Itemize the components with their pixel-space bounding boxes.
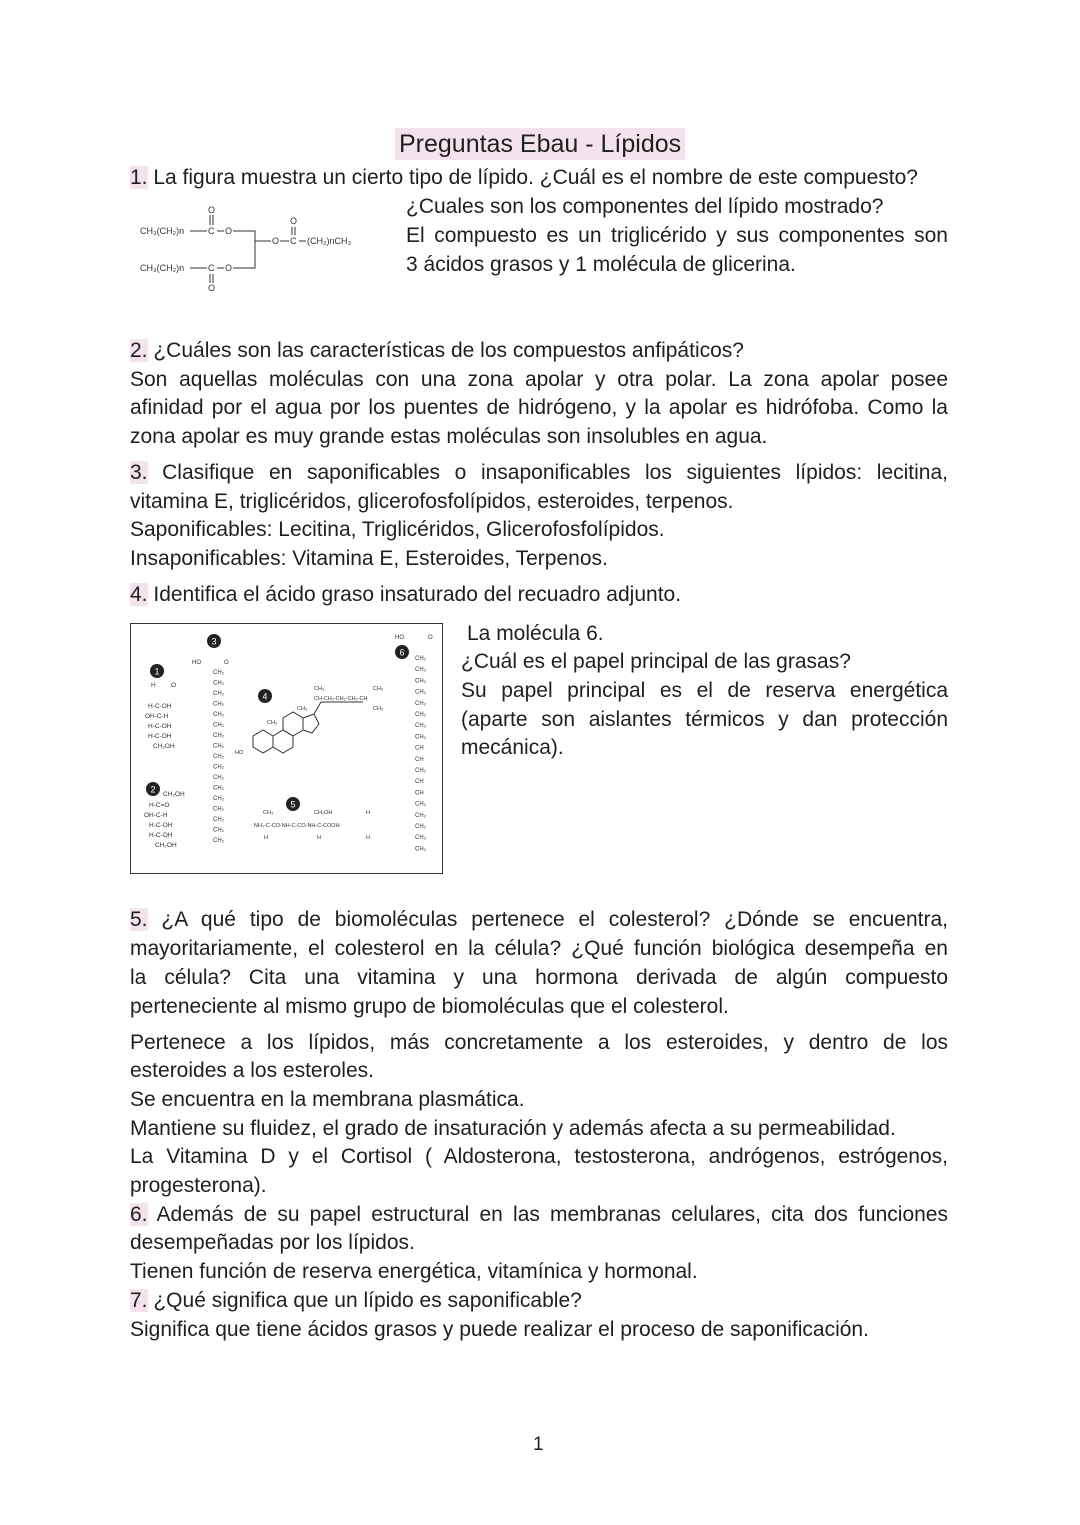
page-number: 1	[533, 1434, 544, 1455]
svg-text:2: 2	[150, 784, 156, 795]
svg-text:CH₂OH: CH₂OH	[163, 791, 185, 798]
molecule-6-unit: CH₂	[415, 734, 426, 741]
molecule-6-chain	[415, 656, 427, 852]
q5-question-line4: perteneciente al mismo grupo de biomoléculas que el colesterol.	[130, 995, 729, 1018]
q5-answer-line4: Mantiene su fluidez, el grado de insaturación y además afecta a su permeabilidad.	[130, 1117, 896, 1140]
q2-number: 2.	[130, 339, 148, 362]
svg-text:CH₃: CH₃	[373, 706, 384, 712]
svg-text:H-C-OH: H-C-OH	[149, 832, 173, 839]
molecule-6-unit: CH₂	[415, 835, 426, 842]
molecule-6-unit: CH	[415, 745, 424, 752]
q1-question: 1. La figura muestra un cierto tipo de lípido. ¿Cuál es el nombre de este compuesto?	[130, 166, 918, 189]
badge-3	[207, 634, 221, 648]
q7-answer: Significa que tiene ácidos grasos y puede realizar el proceso de saponificación.	[130, 1318, 869, 1341]
q5-answer-line6: progesterona).	[130, 1174, 267, 1197]
molecule-3-unit: CH₂	[213, 806, 224, 813]
q6-question-line2: desempeñadas por los lípidos.	[130, 1231, 415, 1254]
molecule-6-unit: CH₂	[415, 801, 426, 808]
molecule-6-unit: CH₂	[415, 812, 426, 819]
q5-answer-line5: La Vitamina D y el Cortisol ( Aldosterona, testosterona, andrógenos, estrógenos,	[130, 1145, 948, 1168]
q2-answer-line3: zona apolar es muy grande estas moléculas son insolubles en agua.	[130, 425, 768, 448]
q1-answer-line2: 3 ácidos grasos y 1 molécula de glicerina.	[406, 253, 796, 276]
svg-text:H: H	[366, 810, 370, 816]
q5-answer-line1: Pertenece a los lípidos, más concretamente a los esteroides, y dentro de los	[130, 1031, 948, 1054]
q5-answer-line3: Se encuentra en la membrana plasmática.	[130, 1088, 525, 1111]
q4-sub-answer-line1: Su papel principal es el de reserva energética	[461, 679, 948, 702]
molecule-3-unit: CH₂	[213, 775, 224, 781]
molecule-3-unit: CH₂	[213, 670, 224, 676]
q3-answer-line2: Insaponificables: Vitamina E, Esteroides, Terpenos.	[130, 547, 608, 570]
page-title: Preguntas Ebau - Lípidos	[395, 128, 685, 160]
q5-question-line2: mayoritariamente, el colesterol en la célula? ¿Qué función biológica desempeña en	[130, 937, 948, 960]
svg-text:HO: HO	[395, 635, 404, 641]
molecule-6-unit: CH₂	[415, 667, 426, 674]
fig1-chain-right: (CH₂)nCH₃	[307, 236, 352, 246]
fig1-o-link-bottom: O	[225, 263, 233, 273]
svg-text:OH-C-H: OH-C-H	[145, 713, 169, 720]
svg-text:O: O	[224, 660, 229, 666]
fig1-chain-bottom: CH₃(CH₂)n	[140, 263, 185, 273]
molecule-6-unit: CH	[415, 756, 424, 763]
molecule-3-unit: CH₂	[213, 796, 224, 802]
molecule-6-unit: CH₂	[415, 846, 426, 853]
svg-text:CH₃: CH₃	[263, 810, 274, 816]
molecule-3-unit: CH₂	[213, 785, 224, 792]
badge-5	[286, 797, 300, 811]
molecule-6-unit: CH₂	[415, 768, 426, 774]
molecule-3-unit: CH₂	[213, 754, 224, 760]
q3-question-line1: 3. Clasifique en saponificables o insaponificables los siguientes lípidos: lecitina,	[130, 461, 948, 484]
q5-question-line3: la célula? Cita una vitamina y una hormona derivada de algún compuesto	[130, 966, 948, 989]
q4-number: 4.	[130, 583, 148, 606]
q5-number: 5.	[130, 908, 148, 931]
q5-question-line1: 5. ¿A qué tipo de biomoléculas pertenece el colesterol? ¿Dónde se encuentra,	[130, 908, 948, 931]
molecule-3-unit: CH₂	[213, 817, 224, 823]
q2-question: 2. ¿Cuáles son las características de los compuestos anfipáticos?	[130, 339, 744, 362]
molecule-3-chain	[213, 670, 225, 844]
svg-text:H: H	[151, 682, 156, 689]
molecule-3-unit: CH₂	[213, 691, 224, 697]
q1-answer-line1: El compuesto es un triglicérido y sus componentes son	[406, 224, 948, 247]
molecule-3-unit: CH₂	[213, 701, 224, 708]
q3-question-line2: vitamina E, triglicéridos, glicerofosfolípidos, esteroides, terpenos.	[130, 490, 734, 513]
badge-1	[150, 664, 164, 678]
q4-question: 4. Identifica el ácido graso insaturado del recuadro adjunto.	[130, 583, 682, 606]
triglyceride-figure	[135, 200, 380, 300]
svg-text:1: 1	[154, 666, 160, 677]
svg-text:H: H	[366, 835, 370, 841]
molecule-2	[144, 791, 185, 849]
svg-text:HO: HO	[235, 750, 244, 756]
svg-text:3: 3	[211, 636, 217, 647]
molecule-3-unit: CH₂	[213, 680, 224, 687]
svg-text:6: 6	[399, 647, 405, 658]
molecule-3-unit: CH₂	[213, 764, 224, 771]
svg-text:CH₃: CH₃	[297, 706, 308, 712]
q4-sub-answer-line3: mecánica).	[461, 736, 564, 759]
svg-text:H-C-OH: H-C-OH	[148, 723, 172, 730]
fig1-c-mid: C	[290, 236, 297, 246]
q2-answer-line2: afinidad por el agua por los puentes de hidrógeno, y la apolar es hidrófoba. Como la	[130, 396, 948, 419]
molecule-6-unit: CH₂	[415, 824, 426, 830]
fig1-chain-top: CH₃(CH₂)n	[140, 226, 185, 236]
q3-number: 3.	[130, 461, 148, 484]
badge-4	[258, 689, 272, 703]
fig1-c-top: C	[208, 226, 215, 236]
svg-text:OH-C-H: OH-C-H	[144, 812, 168, 819]
fig1-o-mid: O	[290, 216, 298, 226]
molecule-6	[395, 635, 433, 852]
lipids-figure	[131, 624, 442, 873]
svg-text:NH₂-C-CO-NH-C-CO-NH-C-COOH: NH₂-C-CO-NH-C-CO-NH-C-COOH	[254, 823, 340, 829]
q3-answer-line1: Saponificables: Lecitina, Triglicéridos, Glicerofosfolípidos.	[130, 518, 665, 541]
molecule-3-unit: CH₂	[213, 733, 224, 739]
molecule-6-unit: CH₂	[415, 700, 426, 707]
molecule-6-unit: CH₂	[415, 712, 426, 718]
svg-text:H: H	[264, 835, 268, 841]
q4-sub-question: ¿Cuál es el papel principal de las grasas?	[461, 650, 851, 673]
fig1-c-bottom: C	[208, 263, 215, 273]
svg-text:5: 5	[290, 799, 296, 810]
q1-sub-question: ¿Cuales son los componentes del lípido mostrado?	[406, 195, 884, 218]
svg-text:O: O	[171, 682, 177, 689]
molecule-3	[192, 660, 229, 844]
fig1-o-top: O	[208, 205, 216, 215]
svg-text:H: H	[317, 835, 321, 841]
fig1-o-link-mid: O	[272, 236, 280, 246]
molecule-6-unit: CH₂	[415, 723, 426, 730]
molecule-5	[254, 810, 370, 841]
svg-text:CH₃: CH₃	[373, 686, 384, 692]
svg-text:H-C-OH: H-C-OH	[149, 822, 173, 829]
molecule-6-unit: CH₂	[415, 678, 426, 685]
molecule-6-unit: CH	[415, 790, 424, 797]
q1-number: 1.	[130, 166, 148, 189]
svg-text:H-C-OH: H-C-OH	[148, 703, 172, 710]
molecule-3-unit: CH₂	[213, 712, 224, 718]
molecule-6-unit: CH₂	[415, 689, 426, 696]
svg-text:CH₂OH: CH₂OH	[153, 743, 175, 750]
q6-question-line1: 6. Además de su papel estructural en las membranas celulares, cita dos funciones	[130, 1203, 948, 1226]
q4-answer: La molécula 6.	[467, 622, 604, 645]
molecule-3-unit: CH₂	[213, 827, 224, 834]
svg-text:H-C=O: H-C=O	[149, 802, 170, 809]
fig1-o-bottom: O	[208, 283, 216, 293]
q6-answer: Tienen función de reserva energética, vitamínica y hormonal.	[130, 1260, 698, 1283]
svg-text:HO: HO	[192, 660, 201, 666]
molecule-3-unit: CH₂	[213, 743, 224, 750]
svg-text:H-C-OH: H-C-OH	[148, 733, 172, 740]
molecule-1	[145, 682, 176, 750]
q6-number: 6.	[130, 1203, 148, 1226]
molecule-3-unit: CH₂	[213, 722, 224, 729]
fig1-o-link-top: O	[225, 226, 233, 236]
svg-text:4: 4	[262, 691, 268, 702]
badge-2	[146, 782, 160, 796]
molecule-6-unit: CH₂	[415, 656, 426, 662]
svg-text:O: O	[428, 635, 433, 641]
molecule-4	[235, 686, 383, 756]
q7-number: 7.	[130, 1289, 148, 1312]
svg-text:CH₃: CH₃	[314, 686, 325, 692]
svg-text:CH-CH₂-CH₂-CH₂-CH: CH-CH₂-CH₂-CH₂-CH	[314, 696, 368, 702]
svg-text:CH₂OH: CH₂OH	[155, 842, 177, 849]
molecule-3-unit: CH₂	[213, 838, 224, 844]
badge-6	[395, 645, 409, 659]
molecule-6-unit: CH	[415, 779, 424, 786]
q4-sub-answer-line2: (aparte son aislantes térmicos y dan protección	[461, 708, 948, 731]
svg-text:CH₃: CH₃	[267, 720, 278, 726]
svg-text:CH₂OH: CH₂OH	[314, 810, 333, 816]
lipids-figure-box	[130, 623, 443, 874]
q7-question: 7. ¿Qué significa que un lípido es saponificable?	[130, 1289, 582, 1312]
q5-answer-line2: esteroides a los esteroles.	[130, 1059, 374, 1082]
q2-answer-line1: Son aquellas moléculas con una zona apolar y otra polar. La zona apolar posee	[130, 368, 948, 391]
